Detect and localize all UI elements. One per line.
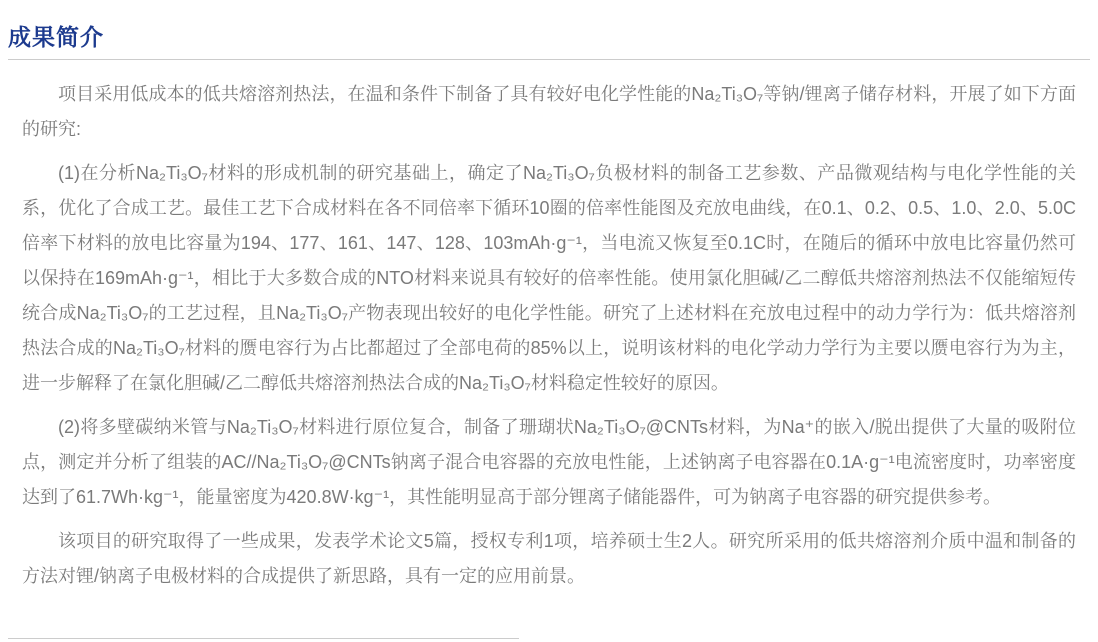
paragraph-summary: 该项目的研究取得了一些成果，发表学术论文5篇，授权专利1项，培养硕士生2人。研究所采用的低共熔溶剂介质中温和制备的方法对锂/钠离子电极材料的合成提供了新思路，具有一定的应用前景。 xyxy=(22,531,1076,586)
bottom-divider xyxy=(8,638,519,639)
paragraph-result-2: (2)将多壁碳纳米管与Na₂Ti₃O₇材料进行原位复合，制备了珊瑚状Na₂Ti₃O₇@CNTs材料，为Na⁺的嵌入/脱出提供了大量的吸附位点，测定并分析了组装的AC//Na₂Ti₃O₇@CNTs钠离子混合电容器的充放电性能，上述钠离子电容器在0.1A·g⁻¹电流密度时，功率密度达到了61.7Wh·kg⁻¹，能量密度为420.8W·kg⁻¹，其性能明显高于部分锂离子储能器件，可为钠离子电容器的研究提供参考。 xyxy=(22,417,1076,507)
paragraph-result-1: (1)在分析Na₂Ti₃O₇材料的形成机制的研究基础上，确定了Na₂Ti₃O₇负极材料的制备工艺参数、产品微观结构与电化学性能的关系，优化了合成工艺。最佳工艺下合成材料在各不同倍率下循环10圈的倍率性能图及充放电曲线，在0.1、0.2、0.5、1.0、2.0、5.0C倍率下材料的放电比容量为194、177、161、147、128、103mAh·g⁻¹，当电流又恢复至0.1C时，在随后的循环中放电比容量仍然可以保持在169mAh·g⁻¹，相比于大多数合成的NTO材料来说具有较好的倍率性能。使用氯化胆碱/乙二醇低共熔溶剂热法不仅能缩短传统合成Na₂Ti₃O₇的工艺过程，且Na₂Ti₃O₇产物表现出较好的电化学性能。研究了上述材料在充放电过程中的动力学行为：低共熔溶剂热法合成的Na₂Ti₃O₇材料的赝电容行为占比都超过了全部电荷的85%以上，说明该材料的电化学动力学行为主要以赝电容行为为主，进一步解释了在氯化胆碱/乙二醇低共熔溶剂热法合成的Na₂Ti₃O₇材料稳定性较好的原因。 xyxy=(22,163,1076,393)
section-title: 成果简介 xyxy=(8,24,104,50)
paragraph-intro: 项目采用低成本的低共熔溶剂热法，在温和条件下制备了具有较好电化学性能的Na₂Ti₃O₇等钠/锂离子储存材料，开展了如下方面的研究: xyxy=(22,84,1076,139)
section-body xyxy=(8,60,1090,594)
